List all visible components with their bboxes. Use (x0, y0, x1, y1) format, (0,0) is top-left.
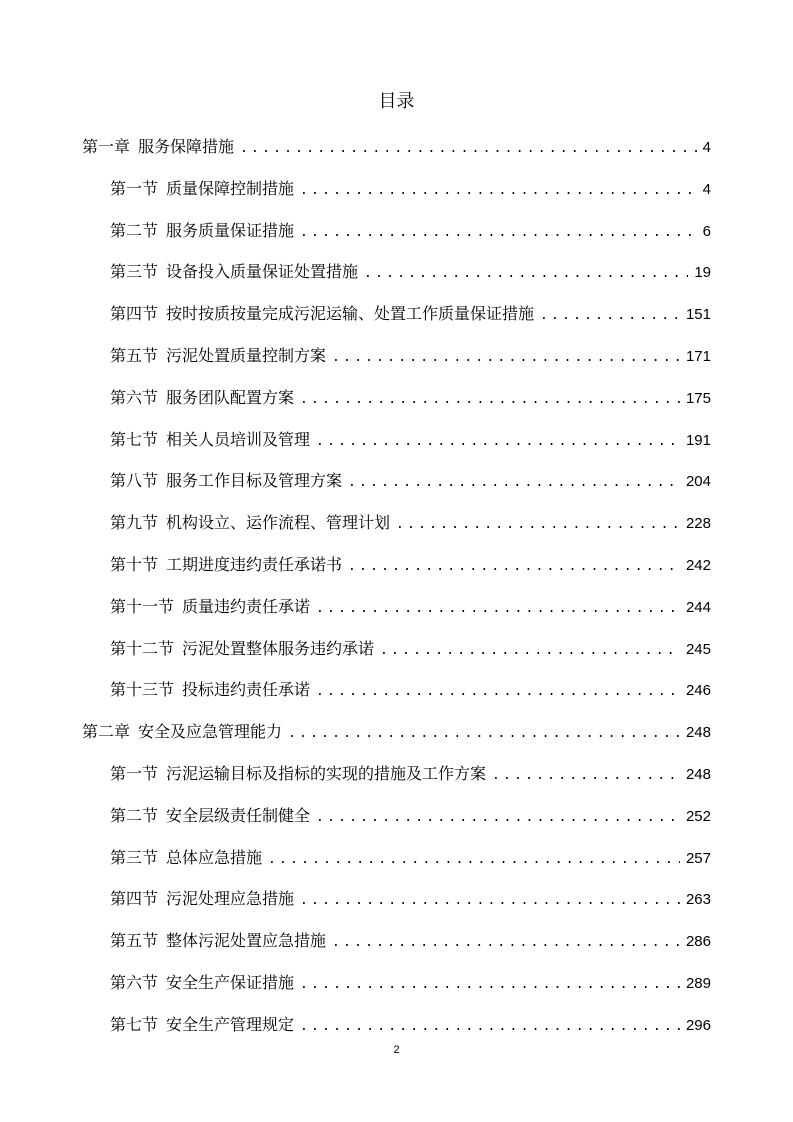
toc-entry-page: 175 (685, 389, 711, 407)
toc-dot-leader (332, 930, 680, 956)
toc-section-entry[interactable] (110, 301, 711, 327)
toc-entry-number: 第五节 (110, 346, 159, 365)
toc-section-entry[interactable] (110, 928, 711, 954)
toc-entry-title: 安全生产管理规定 (166, 1014, 295, 1034)
toc-section-entry[interactable] (110, 677, 711, 703)
toc-entry-page: 248 (685, 724, 711, 742)
toc-entry-page: 257 (685, 849, 711, 867)
toc-entry-number: 第二节 (110, 805, 159, 825)
toc-entry-title: 服务工作目标及管理方案 (166, 471, 343, 491)
toc-dot-leader (348, 470, 680, 496)
toc-section-entry[interactable] (110, 343, 711, 369)
toc-dot-leader (300, 387, 680, 413)
toc-entry-page: 151 (685, 306, 711, 324)
toc-entry-title: 按时按质按量完成污泥运输、处置工作质量保证措施 (166, 304, 535, 324)
toc-entry-title: 相关人员培训及管理 (166, 429, 311, 449)
toc-dot-leader (332, 345, 680, 371)
toc-entry-title: 安全及应急管理能力 (138, 722, 283, 742)
toc-dot-leader (240, 136, 697, 162)
toc-entry-page: 286 (685, 933, 711, 951)
toc-entry-title: 污泥处置质量控制方案 (166, 346, 327, 365)
toc-title: 目录 (378, 91, 415, 112)
toc-dot-leader (348, 554, 680, 580)
toc-entry-page: 204 (685, 473, 711, 491)
toc-entry-title: 工期进度违约责任承诺书 (166, 555, 343, 574)
toc-dot-leader (396, 512, 680, 538)
toc-entry-page: 245 (685, 640, 711, 658)
toc-section-entry[interactable] (110, 427, 711, 453)
toc-entry-title: 投标违约责任承诺 (182, 680, 311, 700)
toc-entry-page: 19 (694, 264, 711, 282)
toc-dot-leader (300, 1014, 680, 1040)
toc-entry-number: 第七节 (110, 429, 159, 449)
toc-section-entry[interactable] (110, 552, 711, 578)
toc-section-entry[interactable] (110, 761, 711, 787)
toc-entry-title: 质量保障控制措施 (166, 178, 295, 198)
toc-entry-number: 第二章 (82, 722, 131, 742)
toc-entry-page: 289 (685, 975, 711, 992)
toc-entry-title: 整体污泥处置应急措施 (166, 931, 327, 951)
toc-dot-leader (540, 303, 680, 329)
toc-section-entry[interactable] (110, 176, 711, 202)
toc-entry-page: 248 (685, 766, 711, 783)
toc-dot-leader (300, 888, 680, 914)
toc-entry-page: 244 (685, 598, 711, 616)
toc-section-entry[interactable] (110, 510, 711, 536)
toc-entry-number: 第七节 (110, 1014, 159, 1034)
toc-entry-page: 296 (685, 1016, 711, 1034)
toc-entry-number: 第一节 (110, 764, 159, 783)
toc-section-entry[interactable] (110, 1012, 711, 1038)
toc-dot-leader (288, 721, 680, 747)
toc-entry-title: 设备投入质量保证处置措施 (166, 262, 359, 282)
toc-entry-title: 污泥处置整体服务违约承诺 (182, 638, 375, 658)
toc-section-entry[interactable] (110, 886, 711, 912)
toc-entry-title: 污泥运输目标及指标的实现的措施及工作方案 (166, 764, 487, 783)
toc-entry-number: 第四节 (110, 889, 159, 909)
toc-dot-leader (380, 638, 680, 664)
toc-entry-page: 263 (685, 891, 711, 909)
toc-dot-leader (300, 178, 697, 204)
toc-dot-leader (316, 805, 680, 831)
toc-entry-number: 第一章 (82, 137, 131, 156)
toc-entry-page: 242 (685, 557, 711, 574)
toc-entry-number: 第六节 (110, 387, 159, 407)
toc-entry-page: 246 (685, 682, 711, 700)
toc-entry-page: 191 (685, 431, 711, 449)
toc-entry-page: 6 (702, 222, 711, 240)
toc-entry-page: 4 (702, 139, 711, 156)
toc-section-entry[interactable] (110, 218, 711, 244)
toc-dot-leader (364, 261, 688, 287)
toc-entry-title: 服务团队配置方案 (166, 387, 295, 407)
toc-entry-page: 171 (685, 348, 711, 365)
toc-entry-number: 第十节 (110, 555, 159, 574)
toc-dot-leader (316, 596, 680, 622)
toc-section-entry[interactable] (110, 845, 711, 871)
toc-entry-page: 252 (685, 807, 711, 825)
toc-entry-title: 服务保障措施 (138, 137, 235, 156)
toc-entry-number: 第三节 (110, 847, 159, 867)
page-number: 2 (393, 1044, 400, 1056)
toc-dot-leader (300, 972, 680, 998)
toc-entry-number: 第八节 (110, 471, 159, 491)
toc-entry-title: 服务质量保证措施 (166, 220, 295, 240)
toc-entry-number: 第十二节 (110, 638, 175, 658)
toc-entry-number: 第十三节 (110, 680, 175, 700)
toc-entry-number: 第三节 (110, 262, 159, 282)
toc-dot-leader (316, 679, 680, 705)
toc-entry-number: 第四节 (110, 304, 159, 324)
toc-section-entry[interactable] (110, 385, 711, 411)
toc-dot-leader (268, 847, 680, 873)
toc-section-entry[interactable] (110, 803, 711, 829)
toc-entry-number: 第一节 (110, 178, 159, 198)
toc-entry-title: 污泥处理应急措施 (166, 889, 295, 909)
toc-section-entry[interactable] (110, 636, 711, 662)
toc-entry-number: 第五节 (110, 931, 159, 951)
toc-entry-title: 机构设立、运作流程、管理计划 (166, 513, 391, 533)
toc-entry-title: 总体应急措施 (166, 847, 263, 867)
toc-section-entry[interactable] (110, 259, 711, 285)
toc-dot-leader (492, 763, 680, 789)
toc-dot-leader (300, 220, 697, 246)
toc-chapter-entry[interactable] (82, 719, 711, 745)
toc-dot-leader (316, 429, 680, 455)
toc-entry-number: 第二节 (110, 220, 159, 240)
toc-section-entry[interactable] (110, 970, 711, 996)
toc-entry-title: 安全层级责任制健全 (166, 805, 311, 825)
toc-entry-title: 安全生产保证措施 (166, 973, 295, 992)
toc-entry-number: 第六节 (110, 973, 159, 992)
toc-section-entry[interactable] (110, 594, 711, 620)
toc-entry-title: 质量违约责任承诺 (182, 596, 311, 616)
toc-chapter-entry[interactable] (82, 134, 711, 160)
toc-entry-page: 4 (702, 180, 711, 198)
toc-entry-page: 228 (685, 515, 711, 533)
toc-section-entry[interactable] (110, 468, 711, 494)
toc-entry-number: 第九节 (110, 513, 159, 533)
toc-entry-number: 第十一节 (110, 596, 175, 616)
